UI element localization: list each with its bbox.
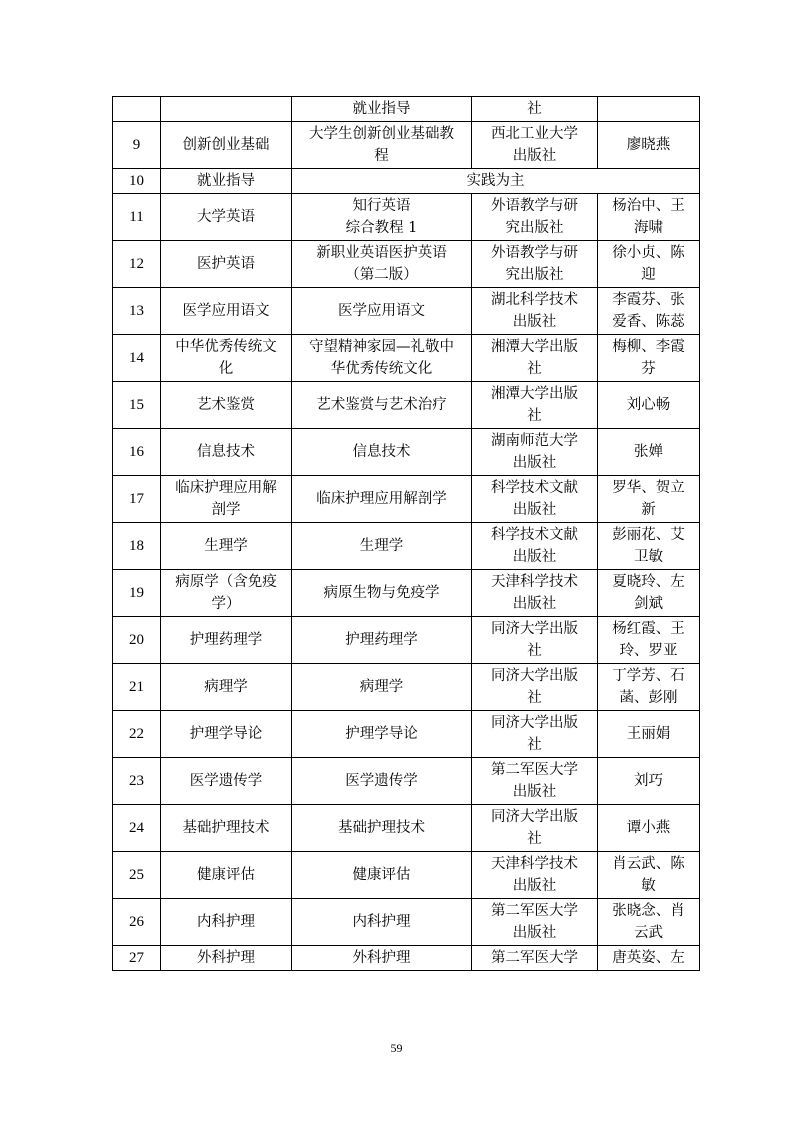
textbook-title: 艺术鉴赏与艺术治疗 <box>292 382 472 429</box>
page-number: 59 <box>390 1041 403 1055</box>
course-name: 护理药理学 <box>161 617 292 664</box>
author: 杨红霞、王 玲、罗亚 <box>598 617 700 664</box>
textbook-title: 病理学 <box>292 664 472 711</box>
merged-note: 实践为主 <box>292 169 700 194</box>
row-number: 10 <box>113 169 161 194</box>
row-number: 17 <box>113 476 161 523</box>
publisher: 外语教学与研 究出版社 <box>472 241 598 288</box>
course-name: 艺术鉴赏 <box>161 382 292 429</box>
author: 廖晓燕 <box>598 122 700 169</box>
table-row <box>113 382 700 429</box>
textbook-title: 内科护理 <box>292 899 472 946</box>
course-name: 内科护理 <box>161 899 292 946</box>
course-name: 临床护理应用解 剖学 <box>161 476 292 523</box>
author: 徐小贞、陈 迎 <box>598 241 700 288</box>
table-row <box>113 241 700 288</box>
course-name: 健康评估 <box>161 852 292 899</box>
textbook-title: 护理学导论 <box>292 711 472 758</box>
table-row <box>113 617 700 664</box>
textbook-title: 医学遗传学 <box>292 758 472 805</box>
author: 梅柳、李霞 芬 <box>598 335 700 382</box>
author: 彭丽花、艾 卫敏 <box>598 523 700 570</box>
textbook-title: 临床护理应用解剖学 <box>292 476 472 523</box>
row-number: 25 <box>113 852 161 899</box>
row-number: 9 <box>113 122 161 169</box>
textbook-title: 护理药理学 <box>292 617 472 664</box>
table-row <box>113 946 700 971</box>
textbook-title: 新职业英语医护英语 （第二版） <box>292 241 472 288</box>
textbook-title: 病原生物与免疫学 <box>292 570 472 617</box>
row-number: 24 <box>113 805 161 852</box>
textbook-title: 就业指导 <box>292 97 472 122</box>
publisher: 同济大学出版 社 <box>472 664 598 711</box>
course-name: 生理学 <box>161 523 292 570</box>
row-number <box>113 97 161 122</box>
table-row <box>113 288 700 335</box>
publisher: 第二军医大学 出版社 <box>472 899 598 946</box>
publisher: 西北工业大学 出版社 <box>472 122 598 169</box>
author: 肖云武、陈 敏 <box>598 852 700 899</box>
table-row <box>113 169 700 194</box>
textbook-table <box>112 96 700 971</box>
table-row <box>113 852 700 899</box>
row-number: 21 <box>113 664 161 711</box>
author: 张婵 <box>598 429 700 476</box>
publisher: 同济大学出版 社 <box>472 617 598 664</box>
table-row <box>113 476 700 523</box>
row-number: 13 <box>113 288 161 335</box>
table-row <box>113 899 700 946</box>
course-name: 病原学（含免疫 学） <box>161 570 292 617</box>
table-row <box>113 194 700 241</box>
row-number: 20 <box>113 617 161 664</box>
table-row <box>113 758 700 805</box>
table-row <box>113 664 700 711</box>
table-row <box>113 122 700 169</box>
course-name: 大学英语 <box>161 194 292 241</box>
textbook-title: 基础护理技术 <box>292 805 472 852</box>
author: 唐英姿、左 <box>598 946 700 971</box>
textbook-title: 大学生创新创业基础教 程 <box>292 122 472 169</box>
textbook-title: 知行英语 综合教程 1 <box>292 194 472 241</box>
publisher: 科学技术文献 出版社 <box>472 523 598 570</box>
author: 张晓念、肖 云武 <box>598 899 700 946</box>
table-row <box>113 97 700 122</box>
publisher: 湘潭大学出版 社 <box>472 382 598 429</box>
row-number: 27 <box>113 946 161 971</box>
author: 王丽娟 <box>598 711 700 758</box>
publisher: 湘潭大学出版 社 <box>472 335 598 382</box>
publisher: 第二军医大学 <box>472 946 598 971</box>
table-row <box>113 711 700 758</box>
publisher: 外语教学与研 究出版社 <box>472 194 598 241</box>
author: 刘心畅 <box>598 382 700 429</box>
table-row <box>113 429 700 476</box>
course-name: 就业指导 <box>161 169 292 194</box>
publisher: 天津科学技术 出版社 <box>472 570 598 617</box>
row-number: 26 <box>113 899 161 946</box>
textbook-title: 生理学 <box>292 523 472 570</box>
textbook-title: 守望精神家园—礼敬中 华优秀传统文化 <box>292 335 472 382</box>
course-name: 医护英语 <box>161 241 292 288</box>
author: 李霞芬、张 爱香、陈蕊 <box>598 288 700 335</box>
author: 罗华、贺立 新 <box>598 476 700 523</box>
publisher: 科学技术文献 出版社 <box>472 476 598 523</box>
author: 丁学芳、石 菡、彭刚 <box>598 664 700 711</box>
course-name: 医学应用语文 <box>161 288 292 335</box>
row-number: 23 <box>113 758 161 805</box>
course-name: 基础护理技术 <box>161 805 292 852</box>
course-name: 中华优秀传统文 化 <box>161 335 292 382</box>
publisher: 同济大学出版 社 <box>472 805 598 852</box>
course-name: 医学遗传学 <box>161 758 292 805</box>
author: 谭小燕 <box>598 805 700 852</box>
course-name <box>161 97 292 122</box>
course-name: 病理学 <box>161 664 292 711</box>
row-number: 12 <box>113 241 161 288</box>
row-number: 15 <box>113 382 161 429</box>
table-row <box>113 523 700 570</box>
row-number: 22 <box>113 711 161 758</box>
publisher: 同济大学出版 社 <box>472 711 598 758</box>
textbook-title: 外科护理 <box>292 946 472 971</box>
publisher: 湖南师范大学 出版社 <box>472 429 598 476</box>
publisher: 天津科学技术 出版社 <box>472 852 598 899</box>
author <box>598 97 700 122</box>
row-number: 19 <box>113 570 161 617</box>
author: 杨治中、王 海啸 <box>598 194 700 241</box>
publisher: 社 <box>472 97 598 122</box>
course-name: 创新创业基础 <box>161 122 292 169</box>
row-number: 16 <box>113 429 161 476</box>
author: 刘巧 <box>598 758 700 805</box>
table-row <box>113 570 700 617</box>
publisher: 第二军医大学 出版社 <box>472 758 598 805</box>
course-name: 信息技术 <box>161 429 292 476</box>
table-row <box>113 805 700 852</box>
course-name: 护理学导论 <box>161 711 292 758</box>
row-number: 11 <box>113 194 161 241</box>
row-number: 14 <box>113 335 161 382</box>
author: 夏晓玲、左 剑斌 <box>598 570 700 617</box>
textbook-title: 医学应用语文 <box>292 288 472 335</box>
course-name: 外科护理 <box>161 946 292 971</box>
textbook-title: 健康评估 <box>292 852 472 899</box>
table-row <box>113 335 700 382</box>
row-number: 18 <box>113 523 161 570</box>
textbook-title: 信息技术 <box>292 429 472 476</box>
publisher: 湖北科学技术 出版社 <box>472 288 598 335</box>
